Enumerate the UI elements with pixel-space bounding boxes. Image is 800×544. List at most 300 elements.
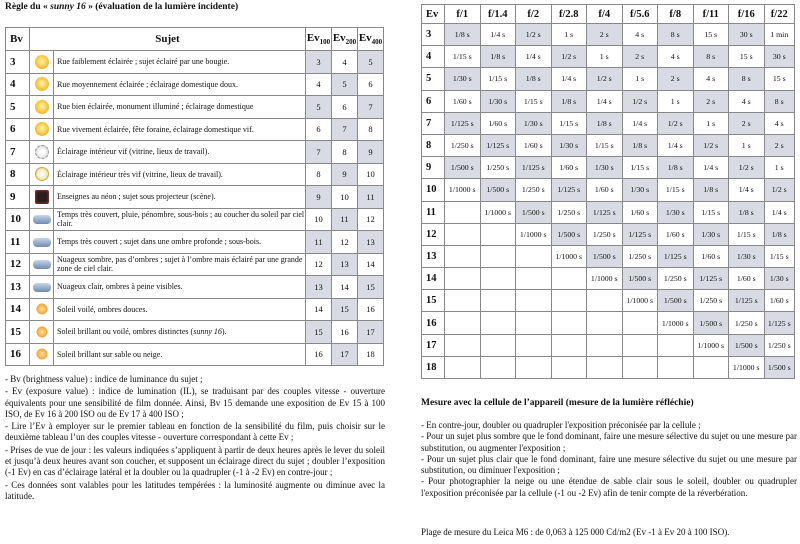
table-row — [422, 46, 795, 68]
subject-cell: Soleil brillant ou voilé, ombres distinctes (sunny 16). — [54, 321, 306, 344]
section-title: Mesure avec la cellule de l’appareil (mesure de la lumière réfléchie) — [421, 398, 694, 408]
ev-cell: 9 — [306, 186, 332, 209]
cloud-icon — [33, 215, 51, 224]
shutter-cell — [516, 290, 552, 312]
shutter-cell: 1/250 s — [622, 245, 658, 267]
subject-cell: Rue faiblement éclairée ; sujet éclairé par une bougie. — [54, 51, 306, 74]
sun-icon — [35, 302, 49, 316]
shutter-cell: 1 s — [693, 112, 729, 134]
shutter-cell: 1/15 s — [551, 112, 587, 134]
table-row — [422, 90, 795, 112]
shutter-cell — [516, 356, 552, 378]
ev-cell: 3 — [422, 24, 445, 46]
shutter-cell: 1/15 s — [729, 223, 765, 245]
column-header: f/2 — [516, 5, 552, 24]
ev-cell: 4 — [422, 46, 445, 68]
shutter-cell: 1/250 s — [516, 179, 552, 201]
header-ev400: $Ev_{400}$ — [358, 28, 384, 51]
shutter-cell: 1/8 s — [516, 68, 552, 90]
shutter-cell: 1/4 s — [480, 24, 516, 46]
shutter-cell: 4 s — [693, 68, 729, 90]
shutter-cell: 1/8 s — [551, 90, 587, 112]
ev-cell: 5 — [422, 68, 445, 90]
bv-cell: 5 — [6, 96, 30, 119]
subject-cell: Temps très couvert ; sujet dans une ombre profonde ; sous-bois. — [54, 231, 306, 254]
table-row — [6, 141, 384, 164]
ev-cell: 4 — [332, 51, 358, 74]
shutter-cell: 1/30 s — [516, 112, 552, 134]
shutter-cell: 1/60 s — [480, 112, 516, 134]
shutter-cell: 15 s — [729, 46, 765, 68]
ev-cell: 3 — [306, 51, 332, 74]
exposure-table — [421, 4, 795, 379]
bv-cell: 6 — [6, 118, 30, 141]
bulb-outline-icon — [35, 167, 49, 181]
shutter-cell: 1/500 s — [622, 268, 658, 290]
table-header-row — [6, 28, 384, 51]
column-header: f/8 — [658, 5, 694, 24]
subject-cell: Rue bien éclairée, monument illuminé ; éclairage domestique — [54, 96, 306, 119]
shutter-cell: 1/15 s — [516, 90, 552, 112]
shutter-cell — [587, 334, 623, 356]
ev-cell: 14 — [332, 276, 358, 299]
shutter-cell: 1/500 s — [587, 245, 623, 267]
shutter-cell: 1/60 s — [445, 90, 481, 112]
shutter-cell: 1/60 s — [622, 201, 658, 223]
table-row — [6, 231, 384, 254]
shutter-cell: 1/8 s — [693, 179, 729, 201]
shutter-cell: 15 s — [764, 68, 795, 90]
ev-cell: 15 — [358, 276, 384, 299]
shutter-cell: 1/250 s — [764, 334, 795, 356]
shutter-cell: 1/4 s — [658, 134, 694, 156]
shutter-cell: 1/4 s — [693, 157, 729, 179]
ev-cell: 6 — [422, 90, 445, 112]
shutter-cell: 1/30 s — [764, 268, 795, 290]
shutter-cell: 1/2 s — [693, 134, 729, 156]
shutter-cell — [551, 268, 587, 290]
shutter-cell: 1/500 s — [551, 223, 587, 245]
shutter-cell: 1 s — [622, 68, 658, 90]
shutter-cell — [551, 290, 587, 312]
ev-cell: 10 — [358, 163, 384, 186]
shutter-cell: 1/2 s — [729, 157, 765, 179]
cloud-icon — [33, 238, 51, 247]
shutter-cell: 1/15 s — [622, 157, 658, 179]
shutter-cell: 1/500 s — [764, 356, 795, 378]
shutter-cell — [587, 312, 623, 334]
ev-cell: 7 — [306, 141, 332, 164]
subject-cell: Rue moyennement éclairée ; éclairage domestique doux. — [54, 73, 306, 96]
shutter-cell — [622, 334, 658, 356]
ev-cell: 14 — [358, 253, 384, 276]
ev-cell: 6 — [358, 73, 384, 96]
bulb-icon — [35, 77, 49, 91]
shutter-cell: 1/1000 s — [729, 356, 765, 378]
note-line: - Pour un sujet plus clair que le fond dominant, faire une mesure sélective du sujet ou une mesure par substitution, ou diminuer l'exposition ; — [421, 453, 797, 476]
ev-cell: 7 — [422, 112, 445, 134]
shutter-cell: 1/500 s — [480, 179, 516, 201]
shutter-cell: 1 s — [658, 90, 694, 112]
shutter-cell: 1/4 s — [516, 46, 552, 68]
ev-cell: 16 — [422, 312, 445, 334]
note-line: - En contre-jour, doubler ou quadrupler l'exposition préconisée par la cellule ; — [421, 420, 701, 430]
shutter-cell — [480, 268, 516, 290]
ev-cell: 6 — [332, 96, 358, 119]
shutter-cell: 1/250 s — [551, 201, 587, 223]
shutter-cell: 1/15 s — [445, 46, 481, 68]
shutter-cell — [516, 268, 552, 290]
subject-cell: Nuageux clair, ombres à peine visibles. — [54, 276, 306, 299]
ev-cell: 12 — [358, 208, 384, 231]
table-row — [422, 334, 795, 356]
shutter-cell: 1/1000 s — [658, 312, 694, 334]
shutter-cell — [445, 201, 481, 223]
shutter-cell: 1/15 s — [764, 245, 795, 267]
ev-cell: 16 — [306, 343, 332, 366]
shutter-cell: 1/30 s — [587, 157, 623, 179]
table-row — [6, 253, 384, 276]
shutter-cell: 2 s — [587, 24, 623, 46]
shutter-cell: 1/500 s — [658, 290, 694, 312]
table-row — [422, 356, 795, 378]
bv-cell: 9 — [6, 186, 30, 209]
header-ev200: $Ev_{200}$ — [332, 28, 358, 51]
column-header: f/11 — [693, 5, 729, 24]
header-ev100: $Ev_{100}$ — [306, 28, 332, 51]
ev-cell: 10 — [306, 208, 332, 231]
ev-cell: 11 — [332, 208, 358, 231]
shutter-cell: 1/30 s — [658, 201, 694, 223]
ev-cell: 18 — [422, 356, 445, 378]
shutter-cell: 1/15 s — [587, 134, 623, 156]
shutter-cell: 1/8 s — [587, 112, 623, 134]
shutter-cell: 1/1000 s — [693, 334, 729, 356]
table-row — [422, 268, 795, 290]
shutter-cell: 1/250 s — [693, 290, 729, 312]
table-header-row — [422, 5, 795, 24]
column-header: f/1 — [445, 5, 481, 24]
column-header: Ev — [422, 5, 445, 24]
leica-note: Plage de mesure du Leica M6 : de 0,063 à 125 000 Cd/m2 (Ev -1 à Ev 20 à 100 ISO). — [421, 527, 730, 537]
subject-cell: Soleil brillant sur sable ou neige. — [54, 343, 306, 366]
shutter-cell — [480, 245, 516, 267]
sunny16-table — [5, 27, 384, 366]
sun-outline-icon — [35, 145, 49, 159]
ev-cell: 8 — [306, 163, 332, 186]
shutter-cell: 4 s — [622, 24, 658, 46]
shutter-cell — [480, 334, 516, 356]
shutter-cell: 1/125 s — [658, 245, 694, 267]
ev-cell: 5 — [358, 51, 384, 74]
shutter-cell: 1/250 s — [729, 312, 765, 334]
ev-cell: 17 — [422, 334, 445, 356]
subject-cell: Temps très couvert, pluie, pénombre, sous-bois ; au coucher du soleil par ciel clair. — [54, 208, 306, 231]
subject-cell: Soleil voilé, ombres douces. — [54, 298, 306, 321]
table-row — [6, 118, 384, 141]
table-row — [422, 112, 795, 134]
shutter-cell: 8 s — [764, 90, 795, 112]
shutter-cell: 1/60 s — [587, 179, 623, 201]
shutter-cell — [445, 245, 481, 267]
table-row — [422, 223, 795, 245]
ev-cell: 8 — [358, 118, 384, 141]
shutter-cell: 1/2 s — [622, 90, 658, 112]
shutter-cell: 1 s — [729, 134, 765, 156]
ev-cell: 15 — [332, 298, 358, 321]
ev-cell: 8 — [332, 141, 358, 164]
shutter-cell: 1/500 s — [445, 157, 481, 179]
shutter-cell: 4 s — [658, 46, 694, 68]
title-prefix: Règle du « — [5, 2, 51, 12]
shutter-cell: 1/60 s — [729, 268, 765, 290]
bv-cell: 11 — [6, 231, 30, 254]
ev-cell: 10 — [332, 186, 358, 209]
shutter-cell: 1/125 s — [551, 179, 587, 201]
ev-cell: 17 — [332, 343, 358, 366]
note-line: - Ces données sont valables pour les latitudes tempérées : la luminosité augmente ou diminue avec la latitude. — [5, 479, 385, 501]
shutter-cell — [445, 356, 481, 378]
shutter-cell: 1/30 s — [551, 134, 587, 156]
shutter-cell: 1/125 s — [622, 223, 658, 245]
ev-cell: 17 — [358, 321, 384, 344]
shutter-cell: 1/30 s — [729, 245, 765, 267]
shutter-cell: 1/125 s — [445, 112, 481, 134]
ev-cell: 15 — [306, 321, 332, 344]
shutter-cell — [445, 223, 481, 245]
shutter-cell: 1/1000 s — [622, 290, 658, 312]
shutter-cell: 1/125 s — [729, 290, 765, 312]
ev-cell: 18 — [358, 343, 384, 366]
table-row — [6, 96, 384, 119]
column-header: f/1.4 — [480, 5, 516, 24]
subject-cell: Enseignes au néon ; sujet sous projecteur (scène). — [54, 186, 306, 209]
shutter-cell: 1/250 s — [587, 223, 623, 245]
shutter-cell: 1/1000 s — [480, 201, 516, 223]
shutter-cell: 1/500 s — [693, 312, 729, 334]
cloud-icon — [33, 283, 51, 292]
shutter-cell: 1/2 s — [764, 179, 795, 201]
table-row — [6, 186, 384, 209]
left-notes — [5, 374, 385, 503]
shutter-cell: 1/4 s — [551, 68, 587, 90]
note-line: - Lire l’Ev à employer sur le premier tableau en fonction de la sensibilité du film, puis choisir sur le deuxième tableau l’un des couples vitesse - ouverture correspondant à cette Ev ; — [5, 421, 385, 443]
ev-cell: 16 — [358, 298, 384, 321]
shutter-cell: 1/15 s — [658, 179, 694, 201]
table-row — [6, 163, 384, 186]
shutter-cell — [480, 223, 516, 245]
table-row — [6, 321, 384, 344]
bv-cell: 3 — [6, 51, 30, 74]
bv-cell: 16 — [6, 343, 30, 366]
table-row — [6, 276, 384, 299]
shutter-cell — [551, 312, 587, 334]
table-row — [6, 208, 384, 231]
ev-cell: 7 — [332, 118, 358, 141]
neon-icon — [35, 190, 49, 204]
shutter-cell: 4 s — [729, 90, 765, 112]
cloud-icon — [33, 260, 51, 269]
shutter-cell: 1/60 s — [693, 245, 729, 267]
shutter-cell — [516, 312, 552, 334]
bv-cell: 15 — [6, 321, 30, 344]
sun-icon — [35, 347, 49, 361]
ev-cell: 5 — [306, 96, 332, 119]
note-line: - Prises de vue de jour : les valeurs indiquées s’appliquent à partir de deux heures après le lever du soleil et jusqu’à deux heures avant son coucher, et supposent un éclairage direct du sujet ; doubler l’exposition (-1 Ev) en cas d’éclairage latéral et la doubler ou la quadrupler (-1 à -2 Ev) en contre-jour ; — [5, 444, 385, 478]
column-header: f/4 — [587, 5, 623, 24]
ev-cell: 13 — [306, 276, 332, 299]
subject-cell: Éclairage intérieur vif (vitrine, lieux de travail). — [54, 141, 306, 164]
shutter-cell: 1/4 s — [587, 90, 623, 112]
note-line: - Pour un sujet plus sombre que le fond dominant, faire une mesure sélective du sujet ou une mesure par substitution, ou augmenter l'exposition ; — [421, 431, 797, 453]
shutter-cell: 1/30 s — [693, 223, 729, 245]
shutter-cell — [658, 356, 694, 378]
shutter-cell: 15 s — [693, 24, 729, 46]
ev-cell: 15 — [422, 290, 445, 312]
shutter-cell: 1 s — [587, 46, 623, 68]
shutter-cell: 1/8 s — [729, 201, 765, 223]
shutter-cell — [516, 334, 552, 356]
note-line: - Bv (brightness value) : indice de luminance du sujet ; — [5, 374, 203, 384]
shutter-cell: 1/1000 s — [445, 179, 481, 201]
bulb-icon — [35, 100, 49, 114]
shutter-cell — [551, 334, 587, 356]
shutter-cell: 1/125 s — [693, 268, 729, 290]
shutter-cell: 2 s — [622, 46, 658, 68]
shutter-cell: 1/250 s — [658, 268, 694, 290]
shutter-cell — [587, 290, 623, 312]
shutter-cell: 8 s — [729, 68, 765, 90]
shutter-cell: 1/4 s — [622, 112, 658, 134]
table-row — [422, 179, 795, 201]
right-notes — [421, 420, 797, 499]
shutter-cell: 4 s — [764, 112, 795, 134]
bulb-icon — [35, 55, 49, 69]
ev-cell: 6 — [306, 118, 332, 141]
shutter-cell: 1/8 s — [764, 223, 795, 245]
shutter-cell: 1/4 s — [729, 179, 765, 201]
ev-cell: 9 — [422, 157, 445, 179]
bv-cell: 8 — [6, 163, 30, 186]
shutter-cell — [480, 290, 516, 312]
shutter-cell — [658, 334, 694, 356]
table-row — [6, 51, 384, 74]
shutter-cell: 1 s — [551, 24, 587, 46]
shutter-cell: 1/60 s — [551, 157, 587, 179]
shutter-cell: 30 s — [729, 24, 765, 46]
title-em: sunny 16 — [50, 2, 86, 12]
shutter-cell: 8 s — [693, 46, 729, 68]
shutter-cell: 1/4 s — [764, 201, 795, 223]
bv-cell: 13 — [6, 276, 30, 299]
ev-cell: 12 — [332, 231, 358, 254]
shutter-cell: 2 s — [764, 134, 795, 156]
ev-cell: 16 — [332, 321, 358, 344]
shutter-cell: 1/1000 s — [551, 245, 587, 267]
shutter-cell: 1/30 s — [445, 68, 481, 90]
shutter-cell: 1/250 s — [480, 157, 516, 179]
shutter-cell: 1/250 s — [445, 134, 481, 156]
left-title — [5, 2, 238, 12]
shutter-cell: 1/125 s — [516, 157, 552, 179]
shutter-cell: 1/8 s — [445, 24, 481, 46]
shutter-cell: 1/125 s — [587, 201, 623, 223]
ev-cell: 7 — [358, 96, 384, 119]
subject-cell: Nuageux sombre, pas d’ombres ; sujet à l’ombre mais éclairé par une grande zone de ciel clair. — [54, 253, 306, 276]
shutter-cell: 1 s — [764, 157, 795, 179]
shutter-cell — [622, 356, 658, 378]
shutter-cell: 1 min — [764, 24, 795, 46]
ev-cell: 11 — [306, 231, 332, 254]
shutter-cell — [445, 312, 481, 334]
table-row — [422, 245, 795, 267]
table-row — [422, 312, 795, 334]
bulb-icon — [35, 122, 49, 136]
bv-cell: 12 — [6, 253, 30, 276]
ev-cell: 4 — [306, 73, 332, 96]
table-row — [422, 134, 795, 156]
shutter-cell: 1/2 s — [516, 24, 552, 46]
column-header: f/16 — [729, 5, 765, 24]
ev-cell: 11 — [422, 201, 445, 223]
header-bv: Bv — [6, 28, 30, 51]
subject-cell: Rue vivement éclairée, fête foraine, éclairage domestique vif. — [54, 118, 306, 141]
shutter-cell — [445, 268, 481, 290]
sun-icon — [35, 325, 49, 339]
shutter-cell: 1/30 s — [480, 90, 516, 112]
shutter-cell — [480, 356, 516, 378]
shutter-cell: 1/1000 s — [516, 223, 552, 245]
ev-cell: 13 — [422, 245, 445, 267]
shutter-cell: 2 s — [658, 68, 694, 90]
table-row — [422, 157, 795, 179]
title-suffix: » (évaluation de la lumière incidente) — [85, 2, 239, 12]
shutter-cell — [445, 334, 481, 356]
shutter-cell: 1/60 s — [658, 223, 694, 245]
bv-cell: 4 — [6, 73, 30, 96]
shutter-cell — [587, 356, 623, 378]
shutter-cell — [516, 245, 552, 267]
table-row — [422, 68, 795, 90]
shutter-cell: 2 s — [729, 112, 765, 134]
table-row — [6, 73, 384, 96]
shutter-cell: 30 s — [764, 46, 795, 68]
shutter-cell: 1/2 s — [587, 68, 623, 90]
ev-cell: 14 — [422, 268, 445, 290]
ev-cell: 13 — [358, 231, 384, 254]
shutter-cell: 1/60 s — [516, 134, 552, 156]
shutter-cell: 1/2 s — [551, 46, 587, 68]
shutter-cell — [622, 312, 658, 334]
ev-cell: 8 — [422, 134, 445, 156]
ev-cell: 12 — [306, 253, 332, 276]
shutter-cell: 1/125 s — [480, 134, 516, 156]
ev-cell: 11 — [358, 186, 384, 209]
table-row — [422, 201, 795, 223]
subject-cell: Éclairage intérieur très vif (vitrine, lieux de travail). — [54, 163, 306, 186]
ev-cell: 10 — [422, 179, 445, 201]
shutter-cell: 1/1000 s — [587, 268, 623, 290]
ev-cell: 13 — [332, 253, 358, 276]
ev-cell: 5 — [332, 73, 358, 96]
shutter-cell: 2 s — [693, 90, 729, 112]
shutter-cell: 1/15 s — [693, 201, 729, 223]
note-line: - Pour photographier la neige ou une étendue de sable clair sous le soleil, doubler ou quadrupler l'exposition préconisée par la cellule (-1 ou -2 Ev) afin de tenir compte de la réverbération. — [421, 476, 797, 498]
column-header: f/2.8 — [551, 5, 587, 24]
bv-cell: 7 — [6, 141, 30, 164]
bv-cell: 10 — [6, 208, 30, 231]
shutter-cell — [480, 312, 516, 334]
